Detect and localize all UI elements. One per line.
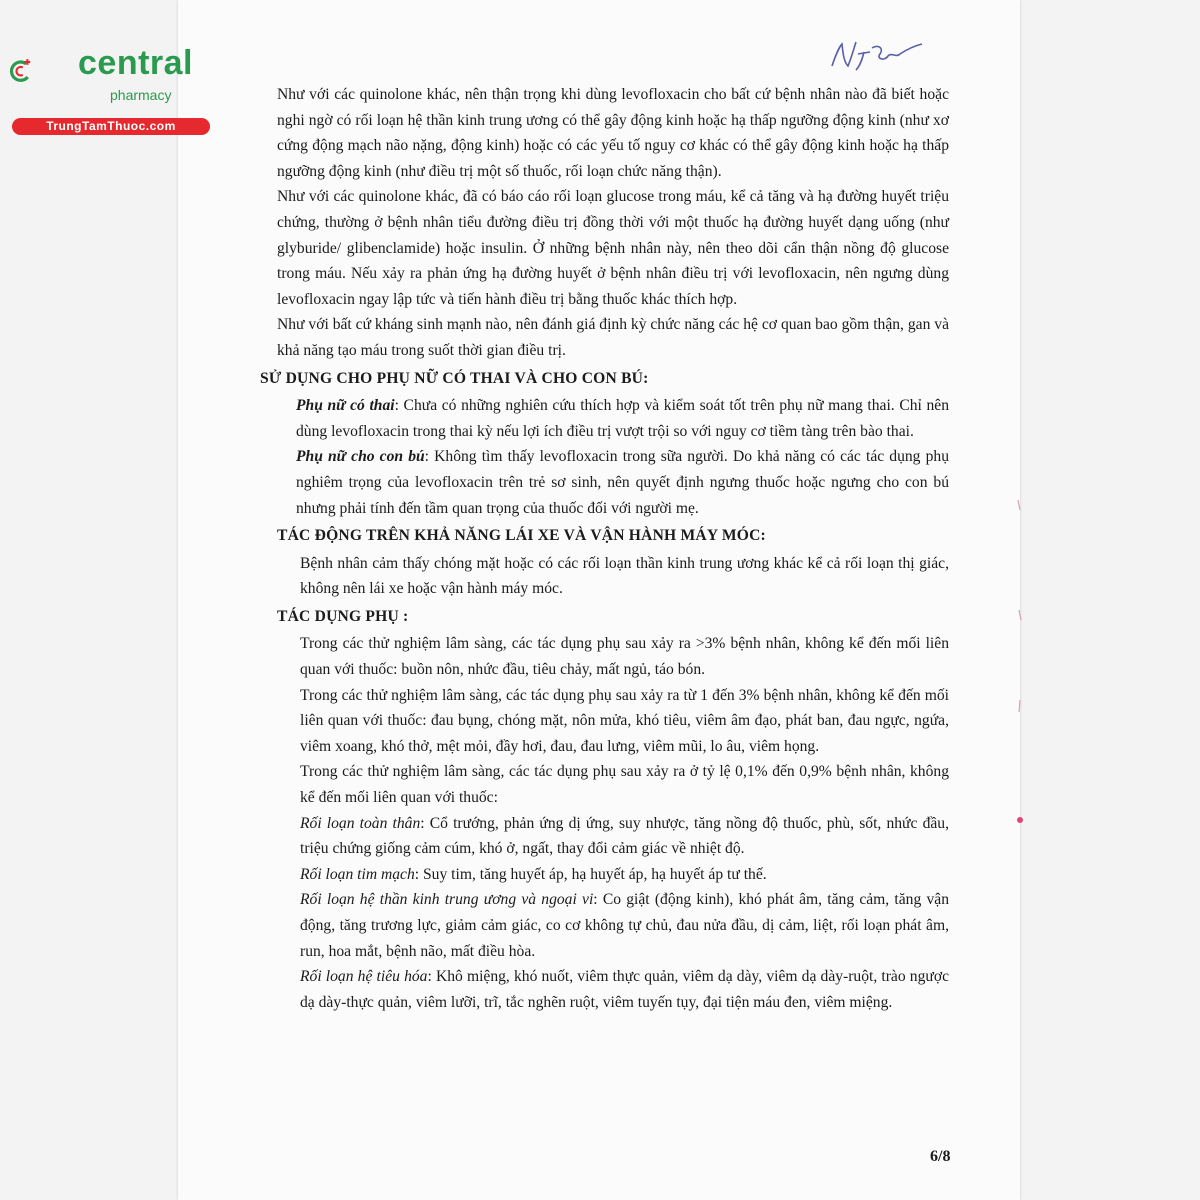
paragraph-pregnancy [277, 393, 949, 444]
paragraph-breastfeeding [277, 444, 949, 521]
text-breastfeeding: : Không tìm thấy levofloxacin trong sữa người. Do khả năng có các tác dụng phụ nghiêm trọng của levofloxacin trên trẻ sơ sinh, nên quyết định ngưng thuốc hoặc ngưng cho con bú nhưng phải tính đến tầm quan trọng của thuốc đối với người mẹ. [296, 448, 950, 517]
text-cardiovascular: : Suy tim, tăng huyết áp, hạ huyết áp, hạ huyết áp tư thế. [414, 865, 767, 883]
paragraph-side-effects-rare: Trong các thử nghiệm lâm sàng, các tác dụng phụ sau xảy ra ở tỷ lệ 0,1% đến 0,9% bệnh nhân, không kể đến mối liên quan với thuốc: [300, 763, 949, 807]
margin-stamp-marks [1010, 480, 1030, 840]
paragraph-systemic [277, 811, 949, 862]
paragraph-driving: Bệnh nhân cảm thấy chóng mặt hoặc có các rối loạn thần kinh trung ương khác kể cả rối loạn thị giác, không nên lái xe hoặc vận hành máy móc. [300, 554, 949, 598]
text-systemic: : Cổ trướng, phản ứng dị ứng, suy nhược, tăng nồng độ thuốc, phù, sốt, nhức đầu, triệu chứng giống cảm cúm, khó ở, ngất, thay đổi cảm giác về nhiệt độ. [300, 814, 949, 858]
heading-pregnancy-breastfeeding: SỬ DỤNG CHO PHỤ NỮ CÓ THAI VÀ CHO CON BÚ: [260, 369, 649, 387]
paragraph-seizure-warning: Như với các quinolone khác, nên thận trọng khi dùng levofloxacin cho bất cứ bệnh nhân nào đã biết hoặc nghi ngờ có rối loạn hệ thần kinh trung ương có thể gây động kinh hoặc hạ thấp ngưỡng động kinh (như xơ cứng động mạch não nặng, động kinh) hoặc có các yếu tố nguy cơ khác có thể gây động kinh hoặc hạ thấp ngưỡng động kinh (như điều trị một số thuốc, rối loạn chức năng thận). [277, 86, 949, 180]
label-systemic: Rối loạn toàn thân [300, 814, 421, 832]
paragraph-organ-monitoring: Như với bất cứ kháng sinh mạnh nào, nên đánh giá định kỳ chức năng các hệ cơ quan bao gồm thận, gan và khả năng tạo máu trong suốt thời gian điều trị. [277, 316, 949, 359]
label-digestive: Rối loạn hệ tiêu hóa [300, 968, 428, 986]
heading-driving: TÁC ĐỘNG TRÊN KHẢ NĂNG LÁI XE VÀ VẬN HÀNH MÁY MÓC: [277, 527, 766, 545]
paragraph-side-effects-common: Trong các thử nghiệm lâm sàng, các tác dụng phụ sau xảy ra >3% bệnh nhân, không kể đến mối liên quan với thuốc: buồn nôn, nhức đầu, tiêu chảy, mất ngủ, táo bón. [300, 635, 949, 679]
page-number: 6/8 [930, 1148, 951, 1165]
paragraph-side-effects-1-3: Trong các thử nghiệm lâm sàng, các tác dụng phụ sau xảy ra từ 1 đến 3% bệnh nhân, không kể đến mối liên quan với thuốc: đau bụng, chóng mặt, nôn mửa, khó tiêu, viêm âm đạo, phát ban, đau ngực, ngứa, viêm xoang, khó thở, mệt mỏi, đầy hơi, đau, đau lưng, viêm mũi, lo âu, viêm họng. [300, 686, 949, 755]
label-pregnancy: Phụ nữ có thai [296, 397, 395, 415]
heading-side-effects: TÁC DỤNG PHỤ : [277, 607, 409, 625]
label-cardiovascular: Rối loạn tim mạch [300, 865, 415, 883]
document-body [260, 82, 950, 1015]
logo-sub-text: pharmacy [110, 87, 172, 103]
central-pharmacy-logo-icon [8, 34, 82, 114]
logo-brand-text: central [78, 44, 193, 82]
label-nervous-system: Rối loạn hệ thần kinh trung ương và ngoại vi [300, 891, 594, 909]
logo-site-badge: TrungTamThuoc.com [12, 118, 210, 135]
label-breastfeeding: Phụ nữ cho con bú [296, 448, 425, 466]
paragraph-cardiovascular [277, 862, 949, 888]
paragraph-glucose-warning: Như với các quinolone khác, đã có báo cáo rối loạn glucose trong máu, kể cả tăng và hạ đường huyết triệu chứng, thường ở bệnh nhân tiểu đường điều trị đồng thời với một thuốc hạ đường huyết dạng uống (như glyburide/ glibenclamide) hoặc insulin. Ở những bệnh nhân này, nên theo dõi cẩn thận nồng độ glucose trong máu. Nếu xảy ra phản ứng hạ đường huyết ở bệnh nhân điều trị với levofloxacin, nên ngưng dùng levofloxacin ngay lập tức và tiến hành điều trị bằng thuốc khác thích hợp. [277, 188, 949, 308]
text-digestive: : Khô miệng, khó nuốt, viêm thực quản, viêm dạ dày, viêm dạ dày-ruột, trào ngược dạ dày-thực quản, viêm lưỡi, trĩ, tắc nghẽn ruột, viêm tuyến tụy, đại tiện máu đen, viêm miệng. [300, 968, 950, 1011]
text-nervous-system: : Co giật (động kinh), khó phát âm, tăng cảm, tăng vận động, tăng trương lực, giảm cảm giác, co cơ không tự chủ, đau nửa đầu, dị cảm, liệt, rối loạn phát âm, run, hoa mắt, bệnh não, mất điều hòa. [300, 891, 949, 960]
text-pregnancy: : Chưa có những nghiên cứu thích hợp và kiểm soát tốt trên phụ nữ mang thai. Chỉ nên dùng levofloxacin trong thai kỳ nếu lợi ích điều trị vượt trội so với nguy cơ tiềm tàng trên bào thai. [296, 397, 949, 440]
paragraph-digestive [277, 964, 949, 1015]
paragraph-nervous-system [277, 887, 949, 964]
signature-mark [826, 36, 936, 76]
